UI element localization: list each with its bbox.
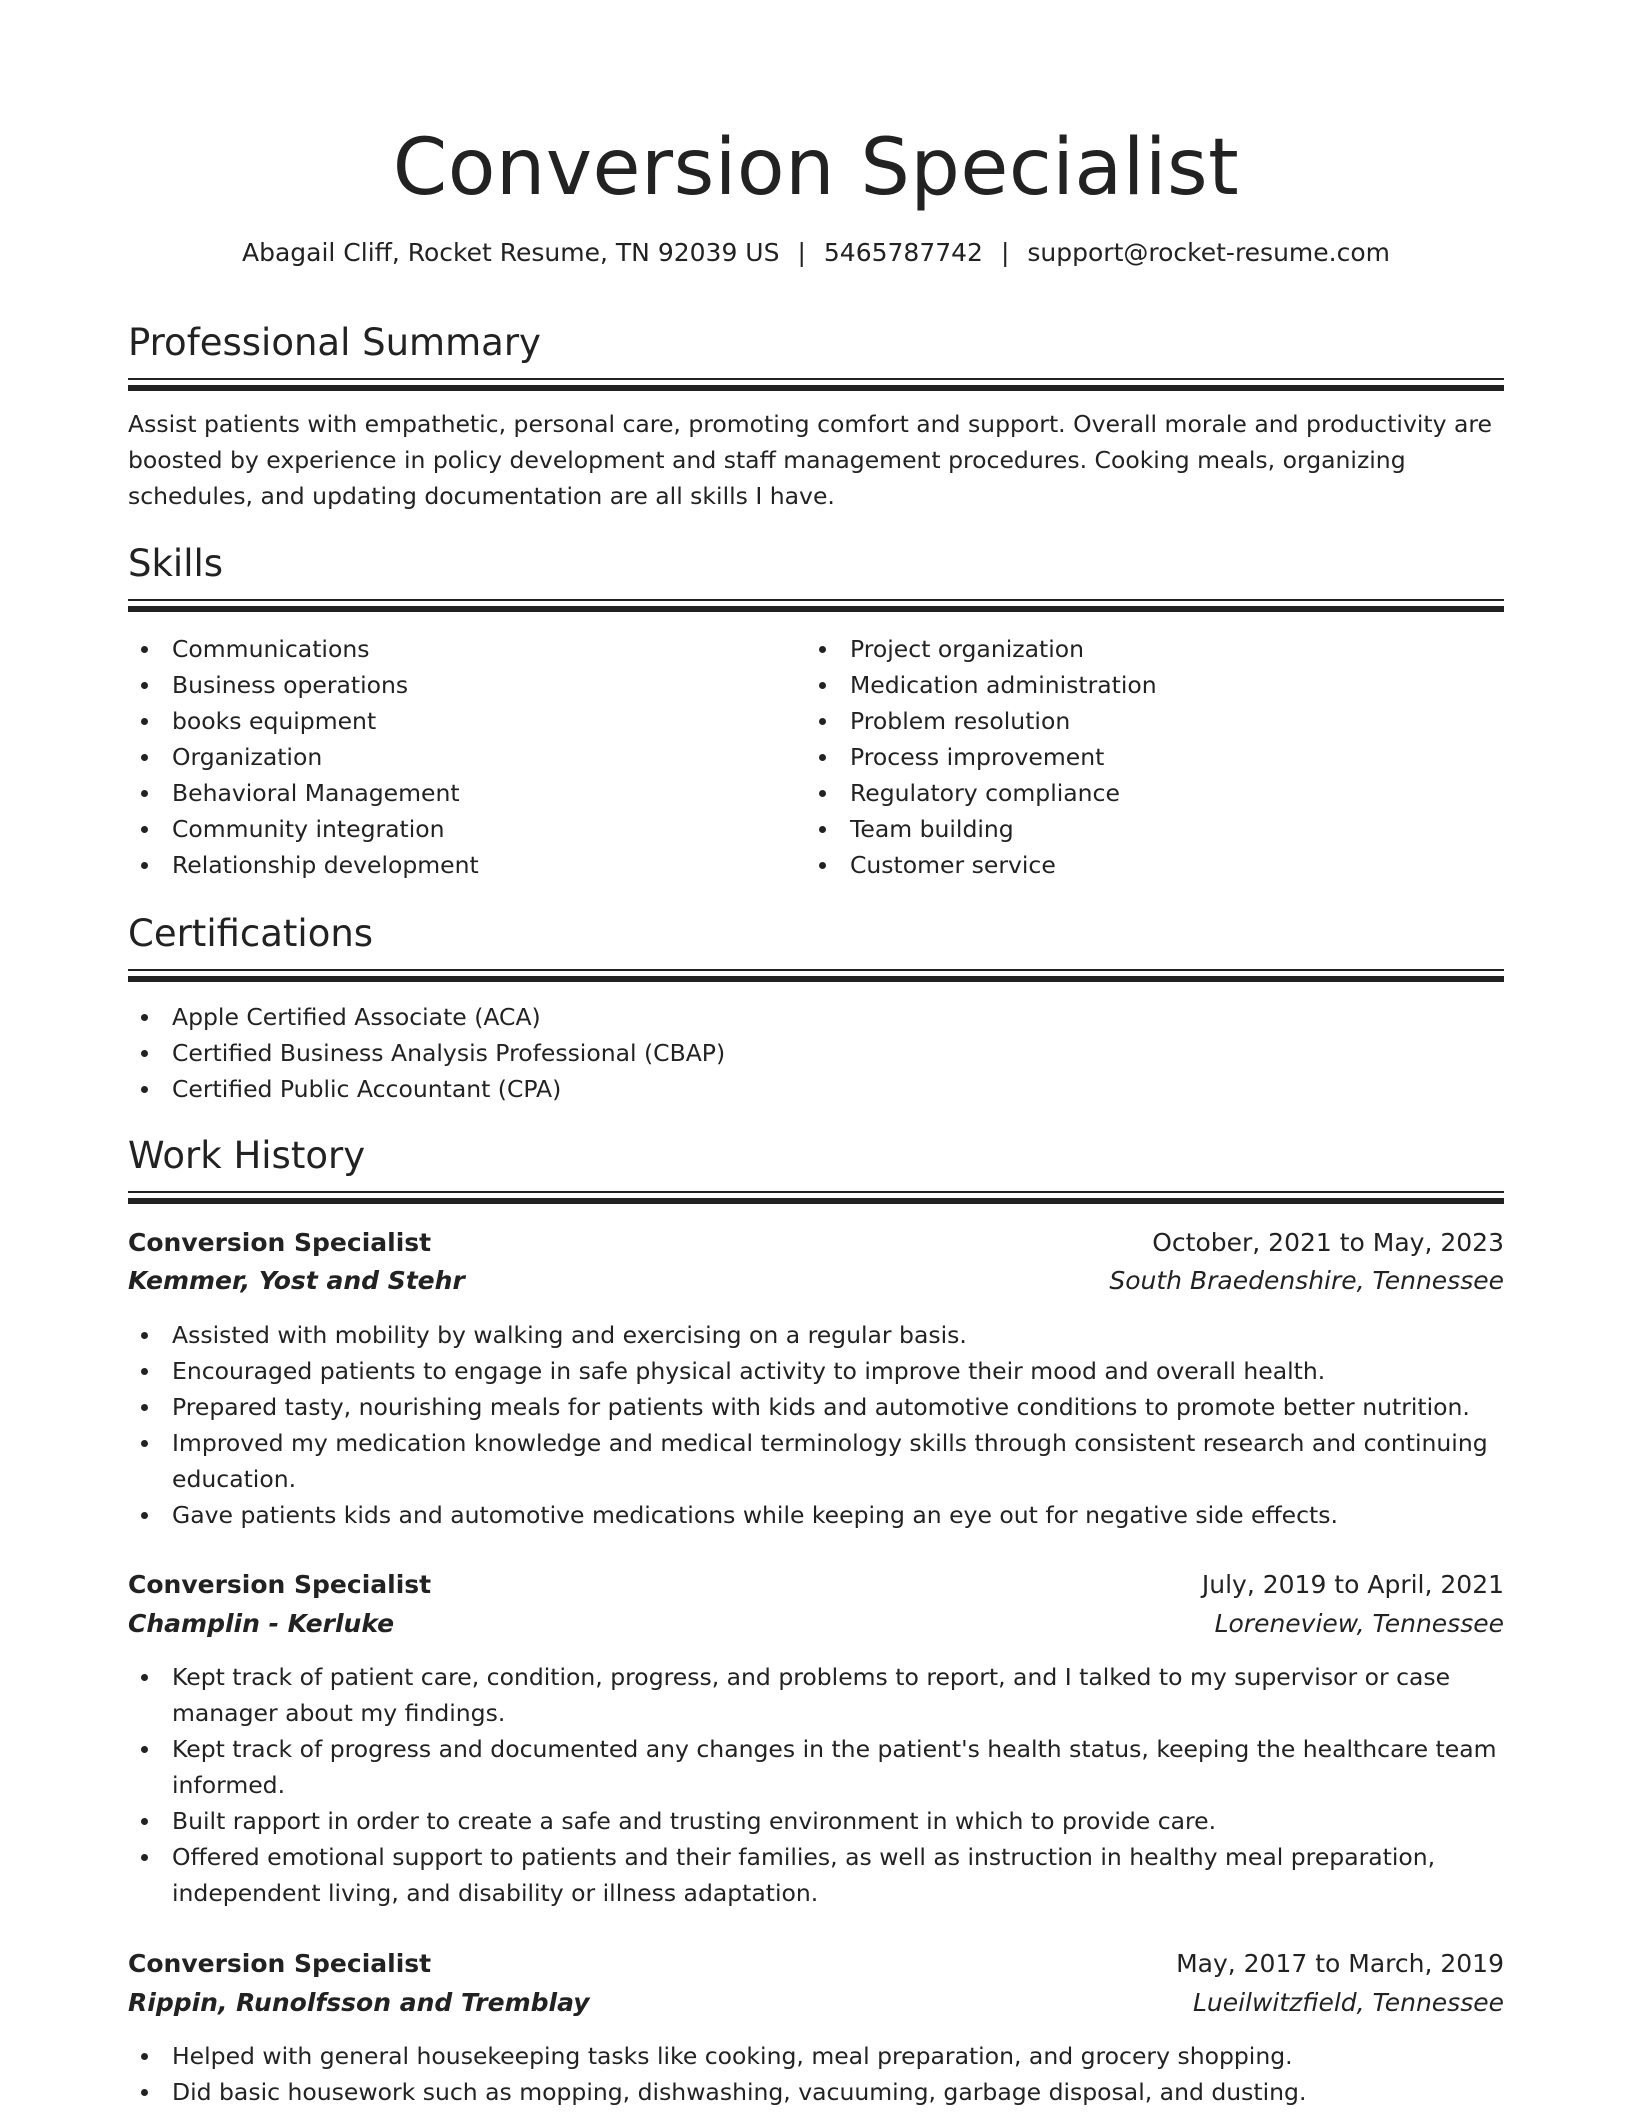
skill-item: Behavioral Management [128,775,768,811]
job-bullet: Offered emotional support to patients and their families, as well as instruction in healthy meal preparation, independent living, and disability or illness adaptation. [128,1839,1504,1911]
job-dates: October, 2021 to May, 2023 [1152,1228,1504,1257]
section-divider [128,378,1504,391]
section-divider [128,1191,1504,1204]
job-bullets [128,1317,1504,1533]
job-bullet: Did basic housework such as mopping, dishwashing, vacuuming, garbage disposal, and dusting. [128,2074,1504,2110]
work-history-heading: Work History [128,1134,366,1177]
job-company: Rippin, Runolfsson and Tremblay [128,1988,590,2017]
skill-item: Business operations [128,667,768,703]
contact-separator: | [797,238,806,267]
job-bullet: Built rapport in order to create a safe and trusting environment in which to provide care. [128,1803,1504,1839]
job-location: South Braedenshire, Tennessee [1109,1266,1504,1295]
job-title: Conversion Specialist [128,1570,432,1599]
job-location: Loreneview, Tennessee [1214,1609,1504,1638]
contact-email: support@rocket-resume.com [1027,238,1391,267]
job-bullet: Prepared tasty, nourishing meals for patients with kids and automotive conditions to promote better nutrition. [128,1389,1504,1425]
job-location: Lueilwitzfield, Tennessee [1192,1988,1504,2017]
job-bullet: Kept track of progress and documented any changes in the patient's health status, keeping the healthcare team informed. [128,1731,1504,1803]
certification-item: Certified Business Analysis Professional (CBAP) [128,1035,1504,1071]
job-bullet: Improved my medication knowledge and medical terminology skills through consistent research and continuing education. [128,1425,1504,1497]
contact-separator: | [1000,238,1010,267]
contact-line [128,236,1504,270]
job-bullet: Helped with general housekeeping tasks like cooking, meal preparation, and grocery shopping. [128,2038,1504,2074]
job-bullet: Kept track of patient care, condition, progress, and problems to report, and I talked to my supervisor or case manager about my findings. [128,1659,1504,1731]
skills-list-right [806,631,1504,883]
skill-item: Organization [128,739,768,775]
skill-item: Medication administration [806,667,1504,703]
contact-phone: 5465787742 [823,238,983,267]
job-title: Conversion Specialist [128,1949,432,1978]
resume-title: Conversion Specialist [392,123,1240,213]
section-divider [128,599,1504,612]
certification-item: Apple Certified Associate (ACA) [128,999,1504,1035]
skill-item: Team building [806,811,1504,847]
certifications-heading: Certifications [128,912,374,955]
job-bullet: Assisted with mobility by walking and exercising on a regular basis. [128,1317,1504,1353]
job-company: Champlin - Kerluke [128,1609,395,1638]
skill-item: Community integration [128,811,768,847]
job-bullets [128,2038,1504,2110]
skills-heading: Skills [128,542,224,585]
job-title: Conversion Specialist [128,1228,432,1257]
skill-item: Project organization [806,631,1504,667]
certifications-list [128,999,1504,1107]
job-company: Kemmer, Yost and Stehr [128,1266,465,1295]
skill-item: Relationship development [128,847,768,883]
skill-item: Regulatory compliance [806,775,1504,811]
job-bullets [128,1659,1504,1911]
skill-item: Customer service [806,847,1504,883]
certification-item: Certified Public Accountant (CPA) [128,1071,1504,1107]
job-dates: May, 2017 to March, 2019 [1176,1949,1504,1978]
skill-item: Communications [128,631,768,667]
job-bullet: Gave patients kids and automotive medications while keeping an eye out for negative side effects. [128,1497,1504,1533]
summary-text: Assist patients with empathetic, personal care, promoting comfort and support. Overall morale and productivity are boosted by experience in policy development and staff management procedures. Cooking meals, organizing schedules, and updating documentation are all skills I have. [128,410,1492,510]
summary-heading: Professional Summary [128,321,541,364]
skill-item: Process improvement [806,739,1504,775]
skills-list-left [128,631,768,883]
job-dates: July, 2019 to April, 2021 [1201,1570,1504,1599]
section-divider [128,969,1504,982]
contact-address: Abagail Cliff, Rocket Resume, TN 92039 US [241,238,780,267]
skill-item: books equipment [128,703,768,739]
job-bullet: Encouraged patients to engage in safe physical activity to improve their mood and overall health. [128,1353,1504,1389]
skill-item: Problem resolution [806,703,1504,739]
